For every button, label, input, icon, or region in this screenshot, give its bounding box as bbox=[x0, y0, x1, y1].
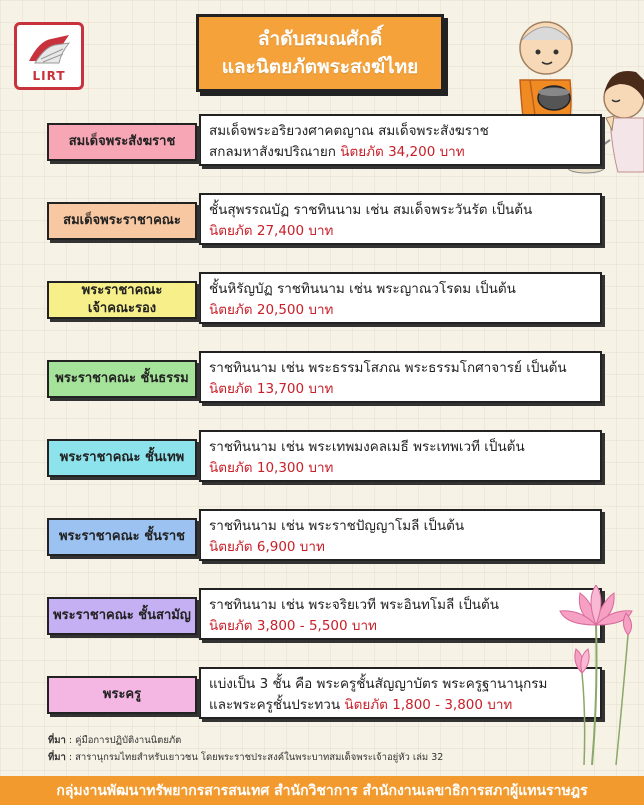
stipend-value: นิตยภัต 10,300 บาท bbox=[209, 460, 334, 476]
rank-subtitle: เจ้าคณะรอง bbox=[87, 301, 157, 316]
rank-description bbox=[199, 430, 602, 482]
rank-title: พระราชาคณะ ชั้นธรรม bbox=[55, 371, 189, 386]
description-line-1: ราชทินนาม เช่น พระจริยเวที พระอินทโมลี เป็นต้น bbox=[209, 597, 500, 613]
source-line bbox=[48, 732, 443, 749]
lirt-logo bbox=[14, 22, 84, 90]
rank-description bbox=[199, 114, 602, 166]
title-line-1: ลำดับสมณศักดิ์ bbox=[257, 28, 383, 50]
lotus-icon bbox=[556, 585, 644, 765]
stipend-value: นิตยภัต 13,700 บาท bbox=[209, 381, 334, 397]
rank-description bbox=[199, 193, 602, 245]
rank-label bbox=[47, 281, 197, 319]
rank-description bbox=[199, 588, 602, 640]
rank-label bbox=[47, 518, 197, 556]
source-text: : สารานุกรมไทยสำหรับเยาวชน โดยพระราชประสงค์ในพระบาทสมเด็จพระเจ้าอยู่หัว เล่ม 32 bbox=[65, 752, 444, 763]
description-line-1: ราชทินนาม เช่น พระราชปัญญาโมลี เป็นต้น bbox=[209, 518, 465, 534]
rank-title: พระราชาคณะ ชั้นราช bbox=[58, 529, 186, 544]
description-line-2: และพระครูชั้นประทวน bbox=[209, 697, 345, 713]
source-key: ที่มา bbox=[48, 735, 66, 746]
rank-row bbox=[47, 351, 602, 403]
stipend-value: นิตยภัต 27,400 บาท bbox=[209, 223, 334, 239]
title-line-2: และนิตยภัตพระสงฆ์ไทย bbox=[221, 56, 419, 78]
rank-description bbox=[199, 272, 602, 324]
rank-title: สมเด็จพระสังฆราช bbox=[68, 134, 176, 149]
stipend-value: นิตยภัต 34,200 บาท bbox=[340, 144, 465, 160]
description-line-2: สกลมหาสังฆปริณายก bbox=[209, 144, 341, 160]
rank-label bbox=[47, 123, 197, 161]
stipend-value: นิตยภัต 3,800 - 5,500 บาท bbox=[209, 618, 377, 634]
logo-text: LIRT bbox=[32, 69, 66, 83]
description-line-1: ราชทินนาม เช่น พระเทพมงคลเมธี พระเทพเวที เป็นต้น bbox=[209, 439, 525, 455]
rank-label bbox=[47, 676, 197, 714]
rank-row bbox=[47, 193, 602, 245]
rank-label bbox=[47, 202, 197, 240]
stipend-value: นิตยภัต 20,500 บาท bbox=[209, 302, 334, 318]
rank-row bbox=[47, 114, 602, 166]
rank-row bbox=[47, 667, 602, 719]
rank-description bbox=[199, 667, 602, 719]
source-text: : คู่มือการปฏิบัติงานนิตยภัต bbox=[65, 735, 182, 746]
rank-title: พระราชาคณะ bbox=[81, 283, 163, 298]
source-line bbox=[48, 749, 443, 766]
rank-title: พระราชาคณะ ชั้นสามัญ bbox=[53, 608, 191, 623]
rank-description bbox=[199, 509, 602, 561]
rank-row bbox=[47, 272, 602, 324]
description-line-1: สมเด็จพระอริยวงศาคตญาณ สมเด็จพระสังฆราช bbox=[209, 123, 489, 139]
stipend-value: นิตยภัต 6,900 บาท bbox=[209, 539, 325, 555]
rank-row bbox=[47, 588, 602, 640]
description-line-1: ชั้นหิรัญบัฏ ราชทินนาม เช่น พระญาณวโรดม เป็นต้น bbox=[209, 281, 516, 297]
description-line-1: ราชทินนาม เช่น พระธรรมโสภณ พระธรรมโกศาจารย์ เป็นต้น bbox=[209, 360, 567, 376]
rank-row bbox=[47, 509, 602, 561]
footer-banner: กลุ่มงานพัฒนาทรัพยากรสารสนเทศ สำนักวิชาการ สำนักงานเลขาธิการสภาผู้แทนราษฎร bbox=[0, 776, 644, 805]
rank-label bbox=[47, 439, 197, 477]
book-icon bbox=[25, 31, 73, 71]
rank-label bbox=[47, 360, 197, 398]
source-key: ที่มา bbox=[48, 752, 66, 763]
sources bbox=[48, 732, 443, 766]
stipend-value: นิตยภัต 1,800 - 3,800 บาท bbox=[344, 697, 513, 713]
description-line-1: ชั้นสุพรรณบัฏ ราชทินนาม เช่น สมเด็จพระวันรัต เป็นต้น bbox=[209, 202, 533, 218]
rank-label bbox=[47, 597, 197, 635]
rank-title: พระราชาคณะ ชั้นเทพ bbox=[59, 450, 185, 465]
page-title bbox=[196, 14, 444, 92]
rank-title: พระครู bbox=[102, 687, 142, 702]
description-line-1: แบ่งเป็น 3 ชั้น คือ พระครูชั้นสัญญาบัตร พระครูฐานานุกรม bbox=[209, 676, 548, 692]
rank-description bbox=[199, 351, 602, 403]
rank-row bbox=[47, 430, 602, 482]
rank-title: สมเด็จพระราชาคณะ bbox=[63, 213, 181, 228]
